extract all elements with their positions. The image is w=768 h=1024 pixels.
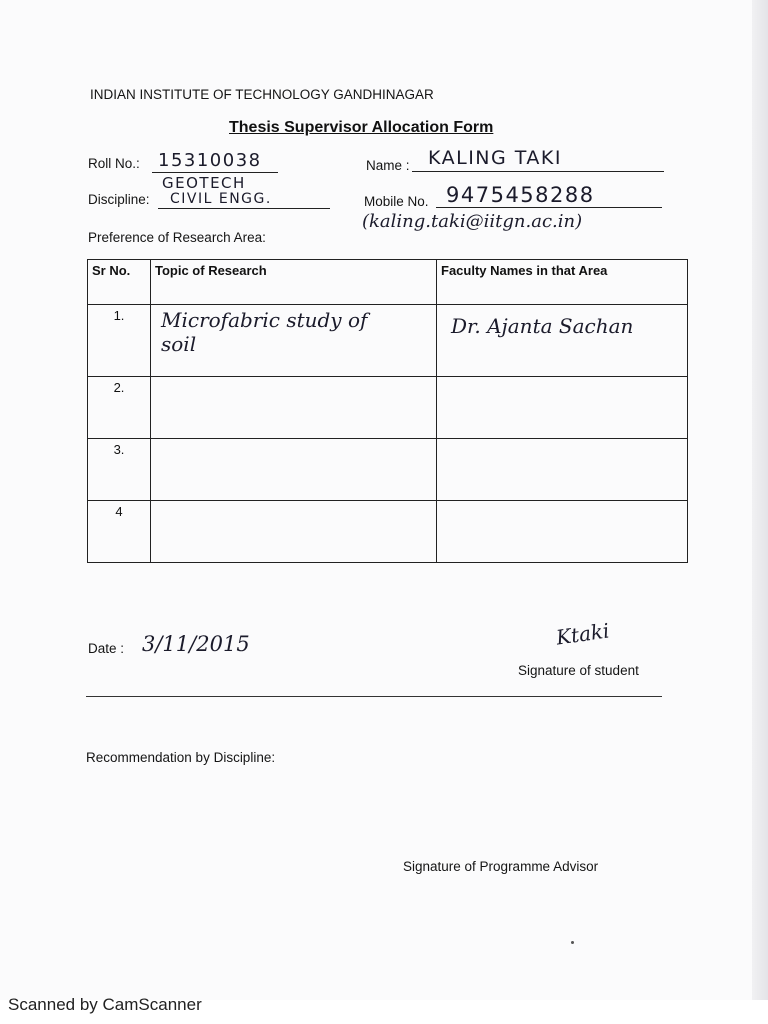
topic-cell [151, 501, 437, 563]
name-value: KALING TAKI [428, 147, 562, 169]
email-value: (kaling.taki@iitgn.ac.in) [362, 211, 583, 232]
sr-cell: 2. [88, 377, 151, 439]
roll-underline [152, 172, 278, 173]
faculty-cell [437, 377, 688, 439]
col-header-sr: Sr No. [88, 260, 151, 305]
discipline-underline [158, 208, 330, 209]
mobile-label: Mobile No. [364, 194, 429, 209]
student-signature-label: Signature of student [518, 663, 639, 678]
sr-cell: 4 [88, 501, 151, 563]
advisor-signature-label: Signature of Programme Advisor [403, 859, 599, 874]
date-value: 3/11/2015 [142, 632, 250, 656]
date-label: Date : [88, 641, 125, 656]
faculty-cell [437, 305, 688, 377]
faculty-text: Dr. Ajanta Sachan [451, 314, 634, 338]
table-row [88, 305, 688, 377]
table-header-row [88, 260, 688, 305]
ink-speck [571, 941, 574, 944]
table-row [88, 377, 688, 439]
faculty-cell [437, 439, 688, 501]
roll-label: Roll No.: [88, 156, 140, 171]
form-title: Thesis Supervisor Allocation Form [229, 119, 494, 136]
preference-label: Preference of Research Area: [88, 230, 266, 245]
mobile-underline [436, 207, 662, 208]
roll-value: 15310038 [158, 150, 262, 171]
topic-cell [151, 305, 437, 377]
table-row [88, 501, 688, 563]
topic-text: Microfabric study of soil [161, 308, 368, 356]
topic-cell [151, 439, 437, 501]
col-header-topic: Topic of Research [151, 260, 437, 305]
institute-name: INDIAN INSTITUTE OF TECHNOLOGY GANDHINAGAR [90, 87, 434, 102]
table-row [88, 439, 688, 501]
faculty-cell [437, 501, 688, 563]
scanner-watermark: Scanned by CamScanner [8, 995, 202, 1014]
recommendation-label: Recommendation by Discipline: [86, 750, 276, 765]
mobile-value: 9475458288 [446, 183, 595, 207]
sr-cell: 3. [88, 439, 151, 501]
page-edge-shadow [752, 0, 768, 1000]
topic-cell [151, 377, 437, 439]
section-divider [86, 696, 662, 697]
discipline-label: Discipline: [88, 192, 150, 207]
sr-cell: 1. [88, 305, 151, 377]
research-table [87, 259, 688, 563]
name-label: Name : [366, 158, 410, 173]
col-header-faculty: Faculty Names in that Area [437, 260, 688, 305]
discipline-value: CIVIL ENGG. [170, 191, 272, 207]
discipline-value-line1: GEOTECH [162, 174, 246, 192]
name-underline [412, 171, 664, 172]
student-signature: Ktaki [554, 618, 611, 650]
